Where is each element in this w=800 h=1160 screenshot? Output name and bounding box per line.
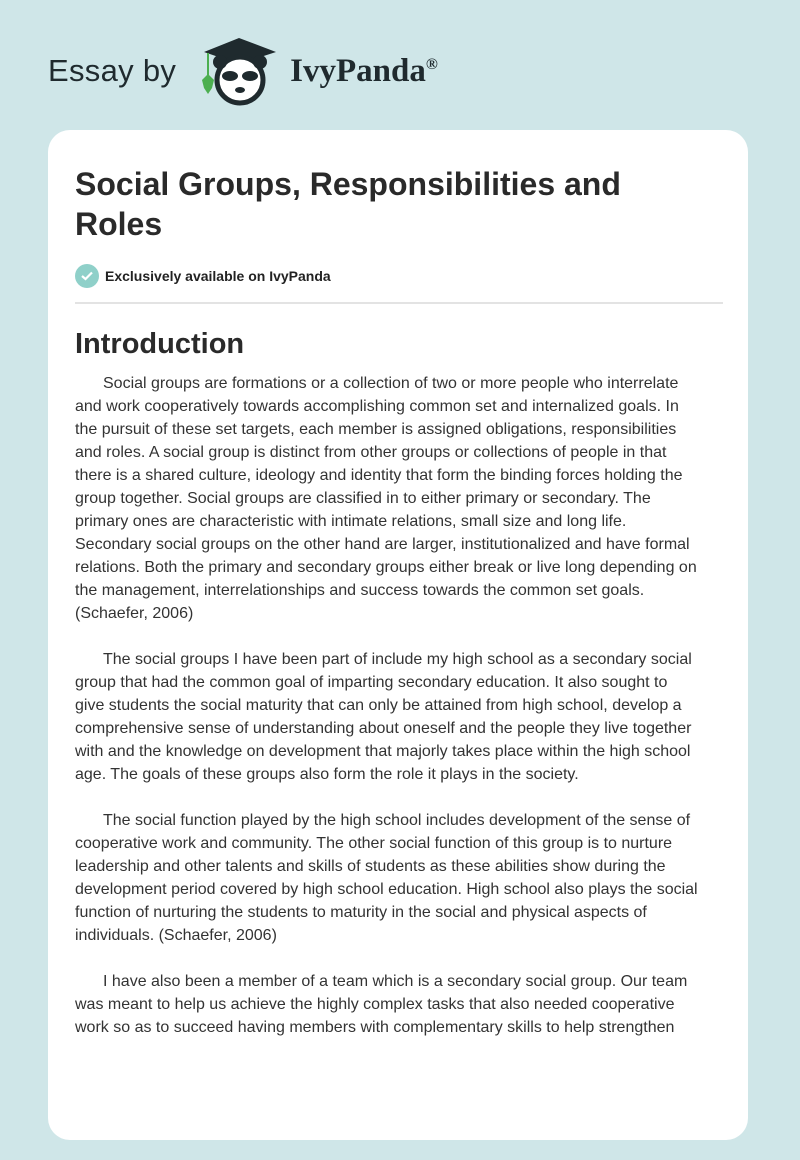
paragraph-line: Secondary social groups on the other hand are larger, institutionalized and have formal xyxy=(75,536,690,553)
paragraph-line: and roles. A social group is distinct from other groups or collections of people in that xyxy=(75,444,667,461)
paragraph xyxy=(75,970,735,1039)
paragraph-line: the pursuit of these set targets, each member is assigned obligations, responsibilities xyxy=(75,421,677,438)
site-header xyxy=(48,36,438,106)
paragraph-line: give students the social maturity that can only be attained from high school, develop a xyxy=(75,697,682,714)
paragraph-line: Social groups are formations or a collection of two or more people who interrelate xyxy=(103,375,679,392)
divider xyxy=(75,302,723,304)
essay-by-label: Essay by xyxy=(48,53,177,88)
paragraph-line: there is a shared culture, ideology and identity that form the binding forces holding the xyxy=(75,467,683,484)
essay-body xyxy=(75,372,735,1062)
paragraph-line: leadership and other talents and skills of students as these abilities show during the xyxy=(75,858,666,875)
paragraph-line: (Schaefer, 2006) xyxy=(75,605,194,622)
paragraph-line: cooperative work and community. The other social function of this group is to nurture xyxy=(75,835,673,852)
paragraph-line: individuals. (Schaefer, 2006) xyxy=(75,927,277,944)
paragraph-line: relations. Both the primary and secondary groups either break or live long depending on xyxy=(75,559,697,576)
brand-name-text: IvyPanda xyxy=(290,52,426,89)
exclusive-badge xyxy=(75,264,331,288)
paragraph-line: work so as to succeed having members with complementary skills to help strengthen xyxy=(75,1019,675,1036)
paragraph-line: age. The goals of these groups also form the role it plays in the society. xyxy=(75,766,579,783)
check-circle-icon xyxy=(75,264,99,288)
paragraph xyxy=(75,372,735,625)
registered-mark: ® xyxy=(425,55,438,73)
essay-title: Social Groups, Responsibilities and Roles xyxy=(75,166,621,242)
paragraph-line: the management, interrelationships and success towards the common set goals. xyxy=(75,582,645,599)
paragraph xyxy=(75,809,735,947)
paragraph-line: The social function played by the high school includes development of the sense of xyxy=(103,812,691,829)
paragraph-line: I have also been a member of a team which is a secondary social group. Our team xyxy=(103,973,688,990)
paragraph-line: with and the knowledge on development that majorly takes place within the high school xyxy=(75,743,691,760)
exclusive-label: Exclusively available on IvyPanda xyxy=(105,268,331,284)
paragraph-line: development period covered by high school education. High school also plays the social xyxy=(75,881,698,898)
essay-card xyxy=(48,130,748,1140)
paragraph-line: function of nurturing the students to maturity in the social and physical aspects of xyxy=(75,904,647,921)
paragraph-line: primary ones are characteristic with intimate relations, small size and long life. xyxy=(75,513,627,530)
paragraph xyxy=(75,648,735,786)
paragraph-line: group together. Social groups are classified in to either primary or secondary. The xyxy=(75,490,651,507)
paragraph-line: and work cooperatively towards accomplishing common set and internalized goals. In xyxy=(75,398,679,415)
paragraph-line: The social groups I have been part of include my high school as a secondary social xyxy=(103,651,692,668)
brand-name xyxy=(290,53,438,90)
ivypanda-logo-icon[interactable] xyxy=(194,36,284,106)
paragraph-line: was meant to help us achieve the highly complex tasks that also needed cooperative xyxy=(75,996,675,1013)
paragraph-line: comprehensive sense of understanding about oneself and the people they live together xyxy=(75,720,692,737)
section-heading: Introduction xyxy=(75,328,245,360)
paragraph-line: group that had the common goal of imparting secondary education. It also sought to xyxy=(75,674,668,691)
